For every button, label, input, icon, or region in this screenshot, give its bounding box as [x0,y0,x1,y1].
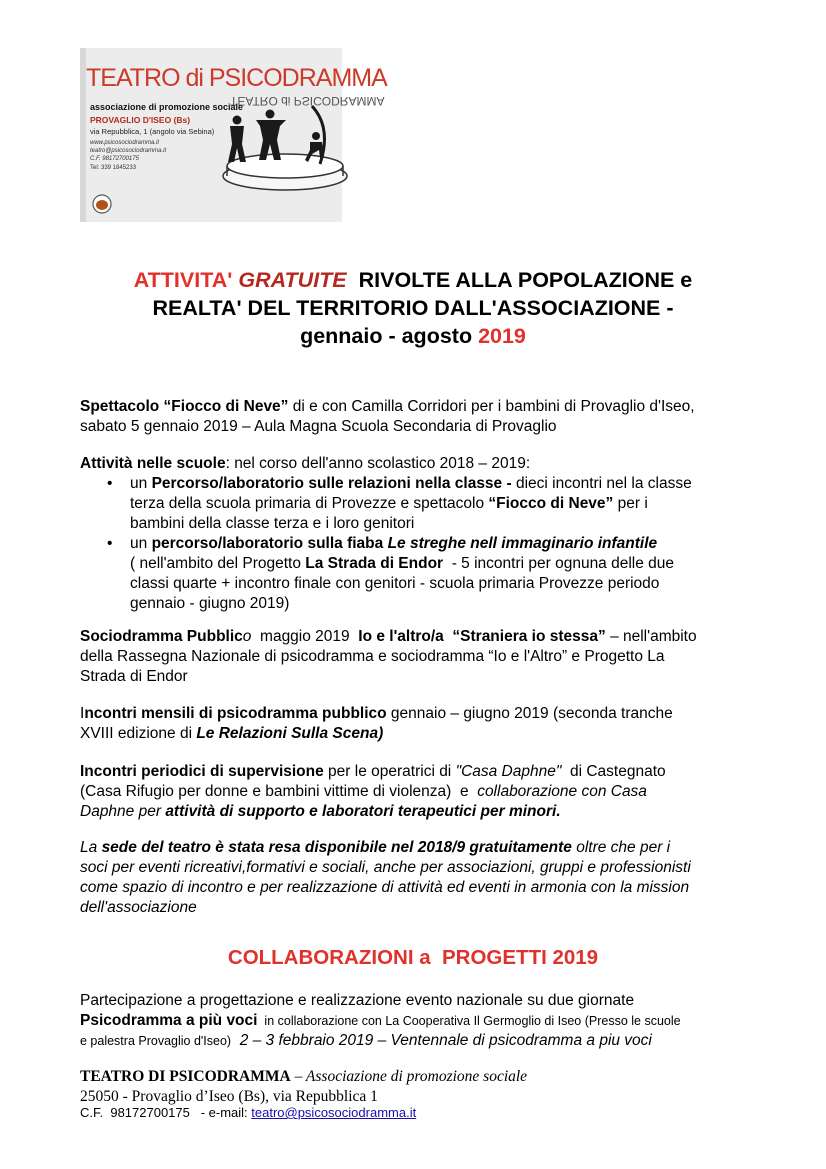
logo-web: www.psicosociodramma.it [90,140,160,146]
footer-org: TEATRO DI PSICODRAMMA – Associazione di promozione sociale [80,1068,528,1085]
logo-title: TEATRO di PSICODRAMMA [86,64,387,92]
paragraph-incontri-mensili: Incontri mensili di psicodramma pubblico gennaio – giugno 2019 (seconda tranche XVIII edizione di Le Relazioni Sulla Scena) [80,705,673,742]
footer-email-link[interactable]: teatro@psicosociodramma.it [251,1105,417,1120]
list-item: • un percorso/laboratorio sulla fiaba Le streghe nell immaginario infantile ( nell'ambito del Progetto La Strada di Endor - 5 incontri per ognuna delle due classi quarte + incontro finale con genitori - scuola primaria Provezze periodo gennaio - giugno 2019) [80,534,692,614]
paragraph-scuole-heading: Attività nelle scuole: nel corso dell'anno scolastico 2018 – 2019: [80,455,531,472]
title-part: RIVOLTE ALLA POPOLAZIONE e [346,268,693,292]
footer-cf: C.F. 98172700175 - e-mail: teatro@psicosociodramma.it [80,1105,417,1120]
logo-tel: Tel: 339 1845233 [90,165,137,171]
paragraph-sede: La sede del teatro è stata resa disponibile nel 2018/9 gratuitamente oltre che per i soci per eventi ricreativi,formativi e sociali, anche per associazioni, gruppi e professionisti come spazio di incontro e per realizzazione di attività ed eventi in armonia con la mission dell'associazione [80,839,691,916]
document-title [40,266,786,350]
title-gratuite: GRATUITE [238,268,347,292]
paragraph-fiocco: Spettacolo “Fiocco di Neve” di e con Camilla Corridori per i bambini di Provaglio d'Iseo, sabato 5 gennaio 2019 – Aula Magna Scuola Secondaria di Provaglio [80,398,695,435]
logo-title-mirror: TEATRO di PSICODRAMMA [230,94,385,108]
title-period: gennaio - agosto [300,324,479,348]
scuole-list [80,474,692,614]
title-line-2: REALTA' DEL TERRITORIO DALL'ASSOCIAZIONE - [152,296,674,320]
list-item: • un Percorso/laboratorio sulle relazioni nella classe - dieci incontri nel la classe terza della scuola primaria di Provezze e spettacolo “Fiocco di Neve” per i bambini della classe terza e i loro genitori [80,474,692,534]
logo-cf: C.F. 98172700175 [90,156,139,162]
paragraph-psicodramma-piu-voci: Partecipazione a progettazione e realizzazione evento nazionale su due giornate Psicodramma a più voci in collaborazione con La Cooperativa Il Germoglio di Iseo (Presso le scuole e palestra Provaglio d'Iseo) 2 – 3 febbraio 2019 – Ventennale di psicodramma a piu voci [80,992,681,1049]
logo [80,48,387,222]
paragraph-supervisione: Incontri periodici di supervisione per le operatrici di "Casa Daphne" di Castegnato (Casa Rifugio per donne e bambini vittime di violenza) e collaborazione con Casa Daphne per attività di supporto e laboratori terapeutici per minori. [80,763,666,820]
title-part: ATTIVITA' [133,268,239,292]
logo-association: associazione di promozione sociale [90,102,244,112]
title-year: 2019 [478,324,526,348]
logo-place: PROVAGLIO D'ISEO (Bs) [90,115,191,125]
logo-address: via Repubblica, 1 (angolo via Sebina) [90,127,215,136]
section-title-collaborazioni: COLLABORAZIONI a PROGETTI 2019 [227,946,599,969]
paragraph-sociodramma: Sociodramma Pubblico maggio 2019 Io e l'altro/a “Straniera io stessa” – nell'ambito della Rassegna Nazionale di psicodramma e sociodramma “Io e l'Altro” e Progetto La Strada di Endor [80,628,697,685]
footer-address: 25050 - Provaglio d’Iseo (Bs), via Repubblica 1 [80,1088,378,1105]
logo-email: teatro@psicosociodramma.it [90,148,167,154]
